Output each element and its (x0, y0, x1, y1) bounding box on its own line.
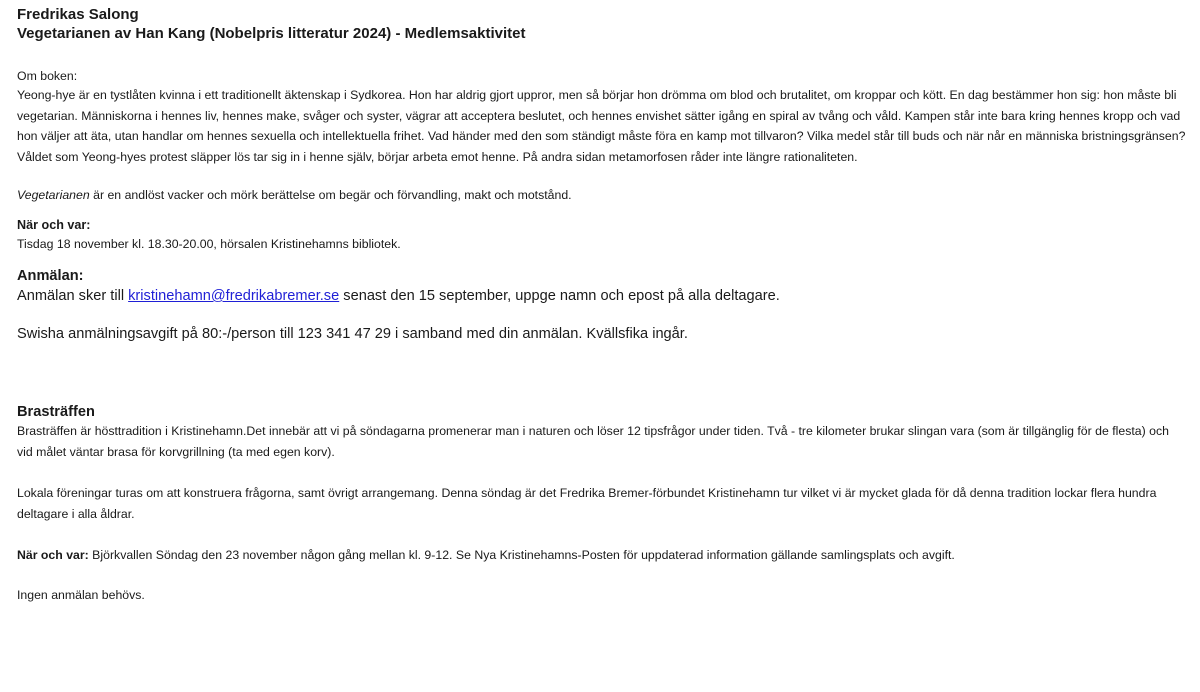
salon-title: Fredrikas Salong (17, 6, 139, 23)
signup-email-link[interactable]: kristinehamn@fredrikabremer.se (128, 287, 340, 304)
brastraffen-title: Brasträffen (17, 403, 95, 420)
salon-when-where-text: Tisdag 18 november kl. 18.30-20.00, hörsalen Kristinehamns bibliotek. (17, 236, 401, 251)
signup-label: Anmälan: (17, 267, 84, 284)
signup-prefix: Anmälan sker till (17, 287, 129, 304)
salon-when-where-label: När och var: (17, 217, 91, 232)
about-text: Yeong-hye är en tystlåten kvinna i ett traditionellt äktenskap i Sydkorea. Hon har aldrig gjort uppror, men så börjar hon drömma om blod och brutalitet, om kroppar och kött. En dag bestämmer hon sig: hon måste bli vegetarian. Människorna i hennes liv, hennes make, svåger och syster, vägrar att acceptera beslutet, och hennes envishet sätter igång en spiral av tvång och våld. Kampen står inte bara kring hennes kropp och vad hon väljer att äta, utan handlar om hennes sexuella och intellektuella frihet. Vad händer med den som ständigt måste föra en kamp mot tillvaron? Vilka medel står till buds och när når en människa bristningsgränsen? Våldet som Yeong-hyes protest släpper lös tar sig in i henne själv, börjar arbeta emot henne. På andra sidan metamorfosen råder inte längre rationaliteten. (17, 88, 1186, 164)
brastraffen-no-signup: Ingen anmälan behövs. (17, 587, 145, 602)
brastraffen-intro: Brasträffen är hösttradition i Kristinehamn.Det innebär att vi på söndagarna promenerar man i naturen och löser 12 tipsfrågor under tiden. Två - tre kilometer brukar slingan vara (som är tillgänglig för de flesta) och vid målet väntar brasa för korvgrillning (ta med egen korv). (17, 423, 1169, 459)
book-summary-text: är en andlöst vacker och mörk berättelse om begär och förvandling, makt och motstånd. (89, 188, 572, 203)
brastraffen-when-where-text: Björkvallen Söndag den 23 november någon gång mellan kl. 9-12. Se Nya Kristinehamns-Posten för uppdaterad information gällande samlingsplats och avgift. (88, 547, 955, 562)
brastraffen-when-where (17, 545, 1187, 566)
book-title: Vegetarianen (17, 188, 90, 203)
signup-text (17, 285, 1187, 307)
book-summary (17, 185, 1187, 206)
event-subtitle: Vegetarianen av Han Kang (Nobelpris litteratur 2024) - Medlemsaktivitet (17, 25, 526, 42)
about-label: Om boken: (17, 69, 78, 83)
signup-suffix: senast den 15 september, uppge namn och epost på alla deltagare. (339, 287, 780, 304)
brastraffen-organizers: Lokala föreningar turas om att konstruera frågorna, samt övrigt arrangemang. Denna söndag är det Fredrika Bremer-förbundet Kristinehamn tur vilket vi är mycket glada för då denna tradition lockar flera hundra deltagare i alla åldrar. (17, 485, 1157, 521)
document-page (17, 5, 1187, 605)
swish-text: Swisha anmälningsavgift på 80:-/person till 123 341 47 29 i samband med din anmälan. Kvällsfika ingår. (17, 325, 688, 342)
brastraffen-when-where-label: När och var: (17, 547, 89, 562)
